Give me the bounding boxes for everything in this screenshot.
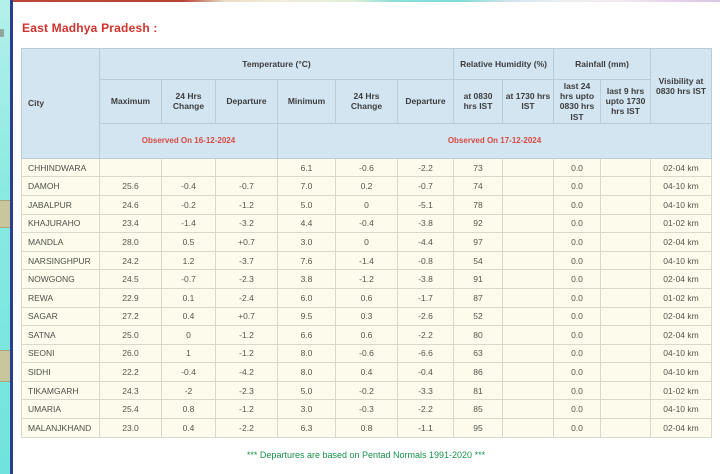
observed-on-min-date: Observed On 17-12-2024 — [278, 123, 712, 158]
value-cell: -0.2 — [162, 195, 216, 214]
col-header-max-change: 24 Hrs Change — [162, 80, 216, 124]
table-row — [22, 307, 712, 326]
value-cell: -1.1 — [398, 419, 454, 438]
city-cell: SEONI — [22, 344, 100, 363]
value-cell: -1.4 — [162, 214, 216, 233]
value-cell: 25.6 — [100, 177, 162, 196]
value-cell: 63 — [454, 344, 503, 363]
value-cell: 86 — [454, 363, 503, 382]
value-cell: 0.3 — [336, 307, 398, 326]
value-cell — [601, 177, 651, 196]
weather-table — [21, 48, 712, 438]
left-strip-block — [0, 200, 10, 228]
table-row — [22, 419, 712, 438]
value-cell: 25.0 — [100, 326, 162, 345]
value-cell — [503, 363, 554, 382]
value-cell: 22.9 — [100, 288, 162, 307]
value-cell — [503, 233, 554, 252]
value-cell: 54 — [454, 251, 503, 270]
value-cell: 0.6 — [336, 288, 398, 307]
value-cell: 6.6 — [278, 326, 336, 345]
col-group-humidity: Relative Humidity (%) — [454, 49, 554, 80]
value-cell: 27.2 — [100, 307, 162, 326]
value-cell: 0.0 — [554, 307, 601, 326]
value-cell: 8.0 — [278, 344, 336, 363]
value-cell: -0.3 — [336, 400, 398, 419]
value-cell — [601, 288, 651, 307]
value-cell: 0.1 — [162, 288, 216, 307]
city-cell: DAMOH — [22, 177, 100, 196]
city-cell: TIKAMGARH — [22, 381, 100, 400]
value-cell: 0.6 — [336, 326, 398, 345]
value-cell — [601, 344, 651, 363]
value-cell — [503, 214, 554, 233]
value-cell — [503, 251, 554, 270]
value-cell: 02-04 km — [651, 419, 712, 438]
col-header-minimum: Minimum — [278, 80, 336, 124]
value-cell: 0.4 — [336, 363, 398, 382]
value-cell — [503, 326, 554, 345]
value-cell: 92 — [454, 214, 503, 233]
value-cell: 02-04 km — [651, 158, 712, 177]
value-cell: -4.2 — [216, 363, 278, 382]
value-cell — [503, 400, 554, 419]
city-cell: REWA — [22, 288, 100, 307]
col-header-min-change: 24 Hrs Change — [336, 80, 398, 124]
value-cell: -0.4 — [398, 363, 454, 382]
value-cell: -3.2 — [216, 214, 278, 233]
table-row — [22, 326, 712, 345]
table-row — [22, 158, 712, 177]
value-cell: 01-02 km — [651, 288, 712, 307]
value-cell: -0.4 — [162, 363, 216, 382]
value-cell: 0.4 — [162, 419, 216, 438]
city-cell: KHAJURAHO — [22, 214, 100, 233]
value-cell — [601, 195, 651, 214]
value-cell: -6.6 — [398, 344, 454, 363]
value-cell: -2.3 — [216, 381, 278, 400]
value-cell: 87 — [454, 288, 503, 307]
value-cell: 5.0 — [278, 195, 336, 214]
value-cell: 0.0 — [554, 288, 601, 307]
col-header-visibility: Visibility at 0830 hrs IST — [651, 49, 712, 124]
value-cell: 5.0 — [278, 381, 336, 400]
value-cell — [216, 158, 278, 177]
table-row — [22, 400, 712, 419]
table-row — [22, 363, 712, 382]
table-row — [22, 288, 712, 307]
value-cell — [601, 307, 651, 326]
value-cell — [601, 419, 651, 438]
value-cell: 1.2 — [162, 251, 216, 270]
value-cell: 9.5 — [278, 307, 336, 326]
table-row — [22, 344, 712, 363]
value-cell: 04-10 km — [651, 344, 712, 363]
value-cell: 85 — [454, 400, 503, 419]
value-cell: 23.0 — [100, 419, 162, 438]
col-group-temperature: Temperature (°C) — [100, 49, 454, 80]
value-cell: 1 — [162, 344, 216, 363]
value-cell: 0.0 — [554, 158, 601, 177]
value-cell: 0.0 — [554, 233, 601, 252]
value-cell: -0.4 — [336, 214, 398, 233]
value-cell: 02-04 km — [651, 270, 712, 289]
value-cell — [601, 214, 651, 233]
value-cell: -2.3 — [216, 270, 278, 289]
header-row-groups — [22, 49, 712, 80]
value-cell: -2.6 — [398, 307, 454, 326]
value-cell: 26.0 — [100, 344, 162, 363]
value-cell: 0.0 — [554, 177, 601, 196]
value-cell: -1.2 — [216, 195, 278, 214]
region-title: East Madhya Pradesh : — [22, 21, 158, 35]
value-cell: 04-10 km — [651, 363, 712, 382]
value-cell: -2.2 — [398, 326, 454, 345]
value-cell: 52 — [454, 307, 503, 326]
value-cell: 04-10 km — [651, 195, 712, 214]
value-cell — [601, 270, 651, 289]
observed-on-max-date: Observed On 16-12-2024 — [100, 123, 278, 158]
left-edge-artifact — [0, 29, 4, 37]
value-cell: 0.0 — [554, 214, 601, 233]
value-cell: -0.6 — [336, 158, 398, 177]
value-cell: -4.4 — [398, 233, 454, 252]
col-header-max-departure: Departure — [216, 80, 278, 124]
value-cell — [503, 381, 554, 400]
value-cell: -3.8 — [398, 214, 454, 233]
table-row — [22, 381, 712, 400]
value-cell: 91 — [454, 270, 503, 289]
value-cell — [601, 233, 651, 252]
city-cell: UMARIA — [22, 400, 100, 419]
value-cell — [162, 158, 216, 177]
value-cell: 97 — [454, 233, 503, 252]
value-cell: -2.2 — [398, 400, 454, 419]
value-cell: -0.4 — [162, 177, 216, 196]
col-group-rainfall: Rainfall (mm) — [554, 49, 651, 80]
value-cell — [601, 363, 651, 382]
table-row — [22, 214, 712, 233]
value-cell — [503, 419, 554, 438]
value-cell: 4.4 — [278, 214, 336, 233]
col-header-min-departure: Departure — [398, 80, 454, 124]
value-cell: -0.7 — [398, 177, 454, 196]
value-cell: +0.7 — [216, 233, 278, 252]
col-header-rh-0830: at 0830 hrs IST — [454, 80, 503, 124]
value-cell: 02-04 km — [651, 307, 712, 326]
value-cell: 25.4 — [100, 400, 162, 419]
value-cell — [503, 195, 554, 214]
value-cell: 6.3 — [278, 419, 336, 438]
value-cell: -5.1 — [398, 195, 454, 214]
value-cell: -2.4 — [216, 288, 278, 307]
value-cell: 04-10 km — [651, 251, 712, 270]
value-cell: 0.8 — [336, 419, 398, 438]
value-cell: -2.2 — [398, 158, 454, 177]
left-edge-strip — [0, 0, 10, 474]
value-cell: 02-04 km — [651, 326, 712, 345]
value-cell: -2.2 — [216, 419, 278, 438]
value-cell — [503, 158, 554, 177]
value-cell — [503, 307, 554, 326]
col-header-city: City — [22, 49, 100, 159]
value-cell — [503, 270, 554, 289]
value-cell: -0.7 — [216, 177, 278, 196]
value-cell: 28.0 — [100, 233, 162, 252]
city-cell: CHHINDWARA — [22, 158, 100, 177]
value-cell: 0.2 — [336, 177, 398, 196]
value-cell: 80 — [454, 326, 503, 345]
value-cell: 0.0 — [554, 363, 601, 382]
value-cell: 0.0 — [554, 270, 601, 289]
city-cell: MANDLA — [22, 233, 100, 252]
value-cell — [100, 158, 162, 177]
value-cell — [601, 326, 651, 345]
value-cell: -1.7 — [398, 288, 454, 307]
page-border-line — [10, 0, 13, 474]
table-row — [22, 251, 712, 270]
value-cell: -3.3 — [398, 381, 454, 400]
value-cell: 8.0 — [278, 363, 336, 382]
value-cell: -0.6 — [336, 344, 398, 363]
value-cell: 22.2 — [100, 363, 162, 382]
value-cell: 0.8 — [162, 400, 216, 419]
value-cell: 0.0 — [554, 419, 601, 438]
value-cell: 04-10 km — [651, 400, 712, 419]
value-cell — [601, 251, 651, 270]
city-cell: NARSINGHPUR — [22, 251, 100, 270]
value-cell: 0.4 — [162, 307, 216, 326]
value-cell: -3.8 — [398, 270, 454, 289]
value-cell: 95 — [454, 419, 503, 438]
table-row — [22, 177, 712, 196]
value-cell: 0 — [336, 195, 398, 214]
value-cell: -1.4 — [336, 251, 398, 270]
value-cell: 3.0 — [278, 400, 336, 419]
value-cell: 7.0 — [278, 177, 336, 196]
table-row — [22, 233, 712, 252]
value-cell: -1.2 — [336, 270, 398, 289]
col-header-maximum: Maximum — [100, 80, 162, 124]
table-row — [22, 270, 712, 289]
value-cell: -1.2 — [216, 326, 278, 345]
value-cell — [503, 344, 554, 363]
value-cell: 24.2 — [100, 251, 162, 270]
value-cell: 0.5 — [162, 233, 216, 252]
value-cell: 24.5 — [100, 270, 162, 289]
value-cell — [503, 288, 554, 307]
value-cell: 78 — [454, 195, 503, 214]
value-cell: -2 — [162, 381, 216, 400]
value-cell: +0.7 — [216, 307, 278, 326]
value-cell — [601, 400, 651, 419]
city-cell: JABALPUR — [22, 195, 100, 214]
col-header-rh-1730: at 1730 hrs IST — [503, 80, 554, 124]
left-strip-block — [0, 350, 10, 382]
city-cell: SATNA — [22, 326, 100, 345]
value-cell: -0.8 — [398, 251, 454, 270]
city-cell: SAGAR — [22, 307, 100, 326]
value-cell: 74 — [454, 177, 503, 196]
value-cell: 0.0 — [554, 326, 601, 345]
header-row-subheaders — [22, 80, 712, 124]
value-cell: -1.2 — [216, 400, 278, 419]
value-cell: -3.7 — [216, 251, 278, 270]
col-header-rain-9h: last 9 hrs upto 1730 hrs IST — [601, 80, 651, 124]
col-header-rain-24h: last 24 hrs upto 0830 hrs IST — [554, 80, 601, 124]
header-row-observed — [22, 123, 712, 158]
value-cell: -0.7 — [162, 270, 216, 289]
value-cell: -0.2 — [336, 381, 398, 400]
value-cell: 81 — [454, 381, 503, 400]
city-cell: SIDHI — [22, 363, 100, 382]
value-cell — [601, 158, 651, 177]
value-cell — [601, 381, 651, 400]
value-cell: 24.3 — [100, 381, 162, 400]
table-body — [22, 158, 712, 437]
value-cell — [503, 177, 554, 196]
value-cell: 23.4 — [100, 214, 162, 233]
value-cell: 04-10 km — [651, 177, 712, 196]
value-cell: 7.6 — [278, 251, 336, 270]
value-cell: 0.0 — [554, 251, 601, 270]
value-cell: -1.2 — [216, 344, 278, 363]
value-cell: 6.1 — [278, 158, 336, 177]
value-cell: 24.6 — [100, 195, 162, 214]
value-cell: 01-02 km — [651, 214, 712, 233]
value-cell: 0.0 — [554, 344, 601, 363]
value-cell: 0 — [162, 326, 216, 345]
value-cell: 0.0 — [554, 381, 601, 400]
city-cell: NOWGONG — [22, 270, 100, 289]
value-cell: 01-02 km — [651, 381, 712, 400]
value-cell: 73 — [454, 158, 503, 177]
value-cell: 0.0 — [554, 195, 601, 214]
value-cell: 02-04 km — [651, 233, 712, 252]
value-cell: 3.8 — [278, 270, 336, 289]
value-cell: 3.0 — [278, 233, 336, 252]
city-cell: MALANJKHAND — [22, 419, 100, 438]
value-cell: 6.0 — [278, 288, 336, 307]
footer-note: *** Departures are based on Pentad Normals 1991-2020 *** — [246, 450, 486, 460]
top-edge-strip — [13, 0, 720, 2]
value-cell: 0 — [336, 233, 398, 252]
table-row — [22, 195, 712, 214]
value-cell: 0.0 — [554, 400, 601, 419]
